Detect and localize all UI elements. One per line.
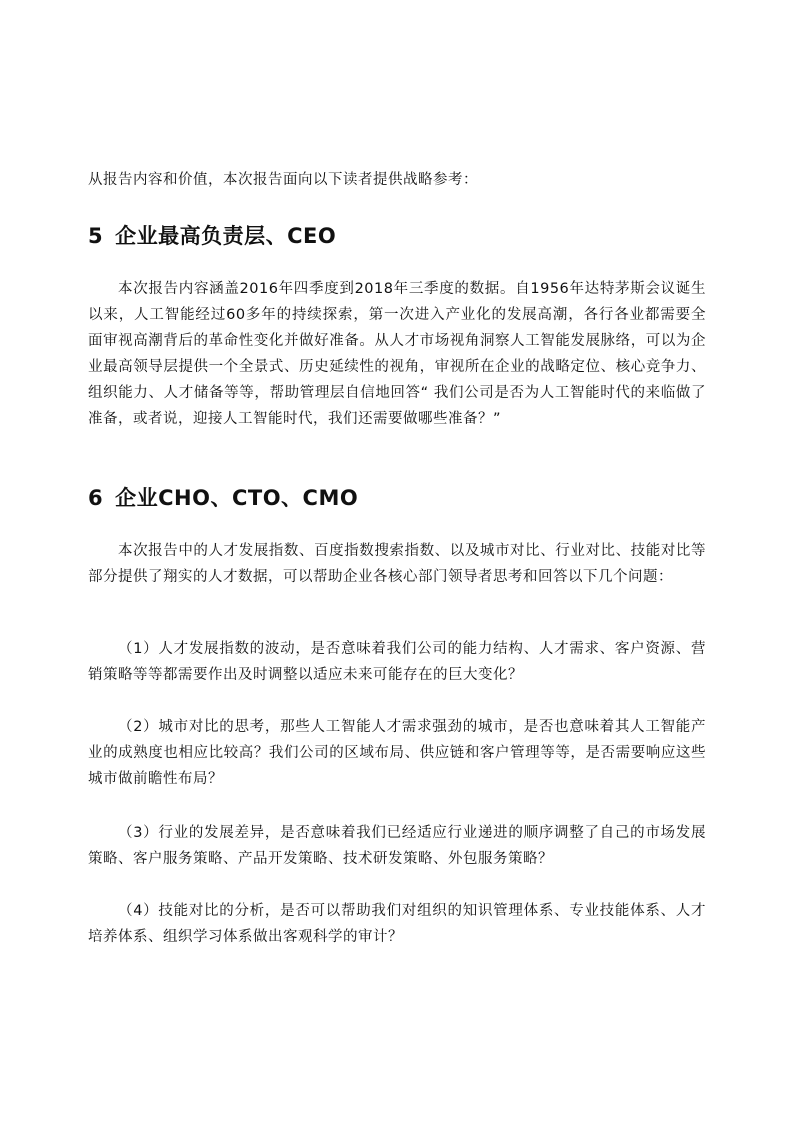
section-6-number: 6 [88,486,104,510]
section-6-heading [88,483,708,513]
question-1: （1）人才发展指数的波动，是否意味着我们公司的能力结构、人才需求、客户资源、营销策略等等都需要作出及时调整以适应未来可能存在的巨大变化？ [88,641,706,683]
section-5-title: 企业最高负责层、CEO [115,224,337,248]
question-4: （4）技能对比的分析，是否可以帮助我们对组织的知识管理体系、专业技能体系、人才培养体系、组织学习体系做出客观科学的审计？ [88,903,706,945]
section-6-body: 本次报告中的人才发展指数、百度指数搜索指数、以及城市对比、行业对比、技能对比等部分提供了翔实的人才数据，可以帮助企业各核心部门领导者思考和回答以下几个问题： [88,543,706,585]
section-5-number: 5 [88,224,104,248]
section-6-title: 企业CHO、CTO、CMO [115,486,359,510]
question-3: （3）行业的发展差异，是否意味着我们已经适应行业递进的顺序调整了自己的市场发展策略、客户服务策略、产品开发策略、技术研发策略、外包服务策略？ [88,825,706,867]
section-5-body: 本次报告内容涵盖2016年四季度到2018年三季度的数据。自1956年达特茅斯会议诞生以来，人工智能经过60多年的持续探索，第一次进入产业化的发展高潮，各行各业都需要全面审视高潮背后的革命性变化并做好准备。从人才市场视角洞察人工智能发展脉络，可以为企业最高领导层提供一个全景式、历史延续性的视角，审视所在企业的战略定位、核心竞争力、组织能力、人才储备等等，帮助管理层自信地回答“ 我们公司是否为人工智能时代的来临做了准备，或者说，迎接人工智能时代，我们还需要做哪些准备？” [88,281,706,427]
question-2: （2）城市对比的思考，那些人工智能人才需求强劲的城市，是否也意味着其人工智能产业的成熟度也相应比较高？我们公司的区域布局、供应链和客户管理等等，是否需要响应这些城市做前瞻性布局？ [88,719,706,787]
section-5-heading [88,221,708,251]
intro-paragraph: 从报告内容和价值，本次报告面向以下读者提供战略参考： [88,172,478,188]
